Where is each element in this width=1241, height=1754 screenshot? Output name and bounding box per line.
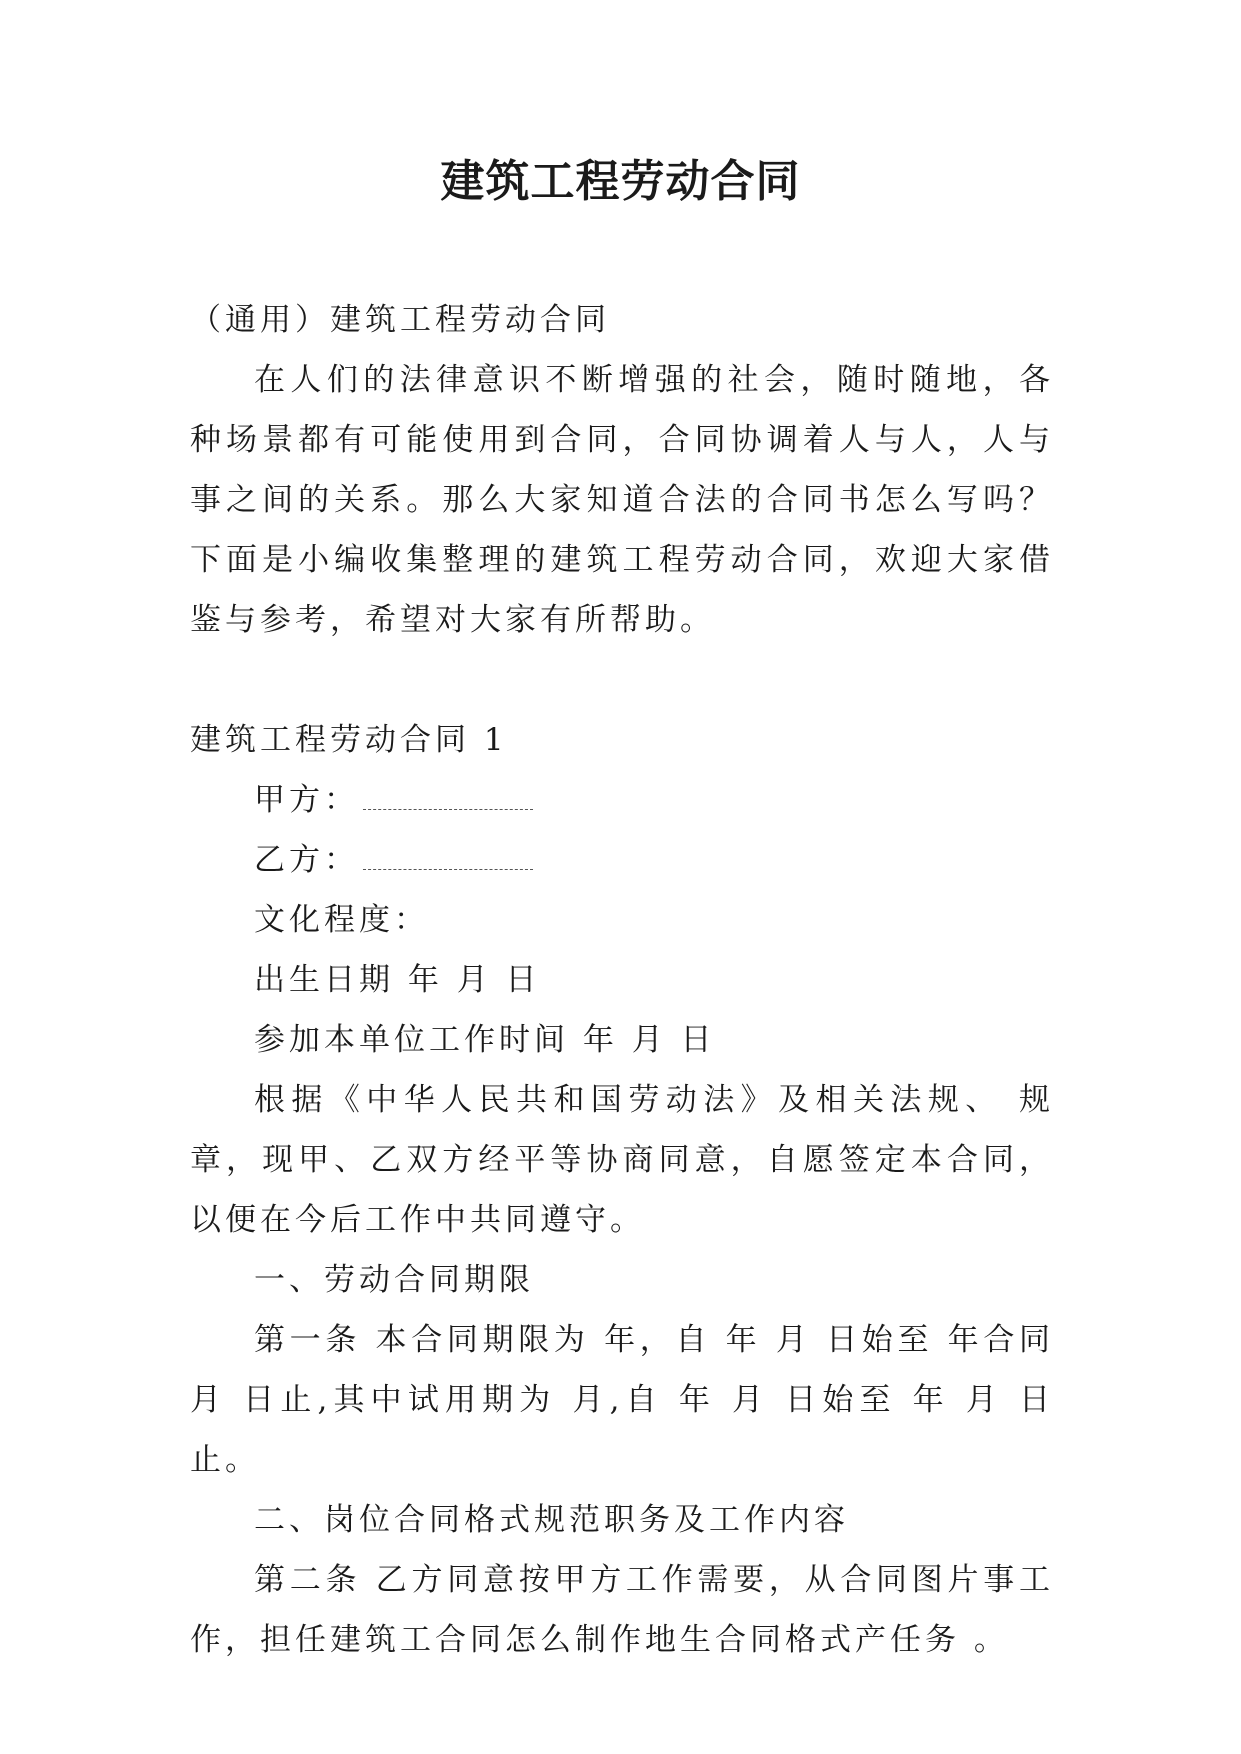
section-1-clause: 第一条 本合同期限为 年，自 年 月 日始至 年合同月 日止,其中试用期为 月,自 年 月 日始至 年 月 日 止。 [190, 1322, 1054, 1478]
intro-paragraph: 在人们的法律意识不断增强的社会，随时随地，各种场景都有可能使用到合同，合同协调着人与人，人与事之间的关系。那么大家知道合法的合同书怎么写吗？下面是小编收集整理的建筑工程劳动合同，欢迎大家借鉴与参考，希望对大家有所帮助。 [190, 362, 1054, 638]
document-title: 建筑工程劳动合同 [440, 156, 801, 207]
document-body [190, 290, 1054, 1670]
party-b-line [190, 830, 1054, 890]
party-a-label: 甲方： [254, 782, 359, 818]
party-b-blank [363, 833, 533, 870]
section-heading: 建筑工程劳动合同 1 [190, 722, 508, 758]
birth-date-line: 出生日期 年 月 日 [254, 962, 541, 998]
join-date-line: 参加本单位工作时间 年 月 日 [254, 1022, 716, 1058]
preamble-paragraph: 根据《中华人民共和国劳动法》及相关法规、 规章，现甲、乙双方经平等协商同意，自愿签定本合同，以便在今后工作中共同遵守。 [190, 1082, 1054, 1238]
party-a-blank [363, 773, 533, 810]
party-a-line [190, 770, 1054, 830]
party-b-label: 乙方： [254, 842, 359, 878]
section-2-clause: 第二条 乙方同意按甲方工作需要，从合同图片事工作，担任建筑工合同怎么制作地生合同格式产任务 。 [190, 1562, 1054, 1658]
section-2-heading: 二、岗位合同格式规范职务及工作内容 [254, 1502, 849, 1538]
section-1-heading: 一、劳动合同期限 [254, 1262, 534, 1298]
education-line: 文化程度： [254, 902, 429, 938]
document-subtitle: （通用）建筑工程劳动合同 [190, 302, 610, 338]
